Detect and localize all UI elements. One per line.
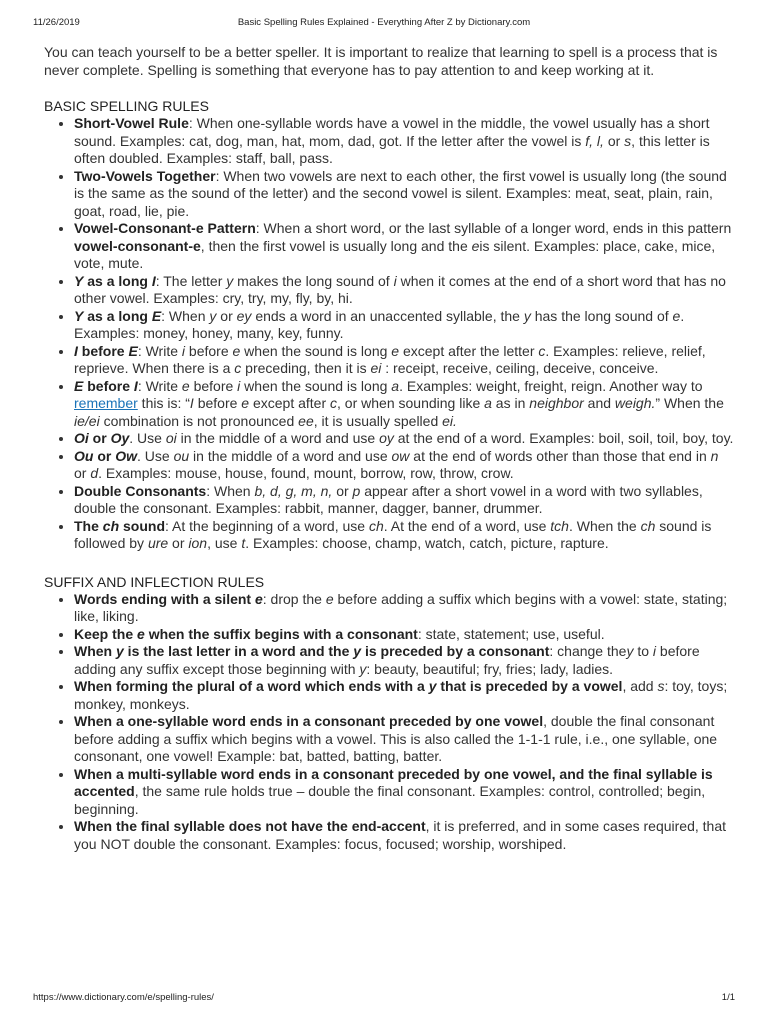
rule-list-item: • Keep the e when the suffix begins with a consonant: state, statement; use, useful. (74, 626, 734, 644)
emphasis-text: s (624, 132, 632, 149)
rule-term-italic: y (116, 643, 124, 659)
rule-term-italic: E (151, 307, 162, 324)
rule-term-italic: I (133, 377, 138, 394)
emphasis-text: i (652, 643, 657, 659)
emphasis-text: s (657, 678, 665, 694)
emphasis-text: ch (368, 517, 384, 534)
rule-list-item: • When the final syllable does not have the end-accent, it is preferred, and in some cases required, that you NOT double the consonant. Examples: focus, focused; worship, worshiped. (74, 818, 734, 853)
rule-term: that is preceded by a vowel (436, 678, 623, 694)
article-body (44, 43, 734, 853)
rule-list-item: • Oi or Oy. Use oi in the middle of a word and use oy at the end of a word. Examples: boil, soil, toil, boy, toy. (74, 430, 734, 448)
emphasis-text: e (672, 307, 681, 324)
emphasis-text: e (391, 342, 400, 359)
rule-term: Two-Vowels Together (74, 167, 216, 184)
emphasis-text: ou (173, 447, 190, 464)
emphasis-text: e (241, 395, 250, 411)
rule-term-italic: ch (102, 517, 120, 534)
emphasis-text: weigh. (614, 395, 656, 411)
rule-term-italic: I (151, 272, 156, 289)
rule-term-italic: y (428, 678, 437, 694)
emphasis-text: y (359, 660, 367, 677)
rule-term: is preceded by a consonant (361, 643, 550, 659)
rule-term: or (93, 447, 116, 464)
rule-term: When the final syllable does not have the end-accent (74, 818, 426, 834)
emphasis-text: neighbor (529, 395, 584, 411)
rule-list-item: • Double Consonants: When b, d, g, m, n, or p appear after a short vowel in a word with two syllables, double the consonant. Examples: rabbit, manner, dagger, banner, drummer. (74, 483, 734, 518)
emphasis-text: ch (640, 517, 656, 534)
emphasis-text: a (391, 377, 400, 394)
rule-list-item: • Two-Vowels Together: When two vowels are next to each other, the first vowel is usually long (the sound is the same as the sound of the letter) and the second vowel is silent. Examples: meat, seat, plain, rain, goat, road, lie, pie. (74, 168, 734, 221)
emphasis-text: ei. (442, 412, 457, 429)
rule-term: is the last letter in a word and the (123, 643, 354, 659)
rule-term-italic: Ou (74, 447, 94, 464)
emphasis-text: f, l, (585, 132, 604, 149)
print-header-title: Basic Spelling Rules Explained - Everything After Z by Dictionary.com (237, 17, 531, 28)
emphasis-text: a (484, 395, 492, 411)
rule-list-item: • When y is the last letter in a word and the y is preceded by a consonant: change they to i before adding any suffix except those beginning with y: beauty, beautiful; fry, fries; lady, ladies. (74, 643, 734, 678)
rule-term-italic: E (74, 377, 84, 394)
print-footer-page-number: 1/1 (721, 992, 735, 1003)
emphasis-text: c (330, 395, 338, 411)
rule-list-item: • When a multi-syllable word ends in a consonant preceded by one vowel, and the final syllable is accented, the same rule holds true – double the final consonant. Examples: control, controlled; begin, beginning. (74, 766, 734, 819)
emphasis-text: ow (391, 447, 410, 464)
rule-term: When (74, 643, 116, 659)
emphasis-text: d (90, 465, 99, 481)
rule-list-item: • Ou or Ow. Use ou in the middle of a word and use ow at the end of words other than those that end in n or d. Examples: mouse, house, found, mount, borrow, row, throw, crow. (74, 448, 734, 483)
rule-term-italic: Y (74, 272, 84, 289)
emphasis-text: i (237, 377, 241, 394)
rule-list-item: • Y as a long I: The letter y makes the long sound of i when it comes at the end of a short word that has no other vowel. Examples: cry, try, my, fly, by, hi. (74, 273, 734, 308)
rule-list-item: • Short-Vowel Rule: When one-syllable words have a vowel in the middle, the vowel usually has a short sound. Examples: cat, dog, man, hat, mom, dad, got. If the letter after the vowel is f, l, or s, this letter is often doubled. Examples: staff, ball, pass. (74, 115, 734, 168)
print-header-date: 11/26/2019 (33, 17, 80, 28)
rule-term: when the suffix begins with a consonant (144, 625, 418, 642)
rule-list-item: • Y as a long E: When y or ey ends a word in an unaccented syllable, the y has the long sound of e. Examples: money, honey, many, key, funny. (74, 308, 734, 343)
rule-term: Short-Vowel Rule (74, 115, 189, 131)
emphasis-text: e (471, 237, 480, 254)
rule-term: Vowel-Consonant-e Pattern (74, 220, 256, 236)
emphasis-text: y (626, 643, 634, 659)
rule-term: or (88, 430, 111, 446)
emphasis-text: tch (550, 517, 569, 534)
rule-list-item: • Vowel-Consonant-e Pattern: When a short word, or the last syllable of a longer word, ends in this pattern vowel-consonant-e, then the first vowel is usually long and the eis silent. Examples: place, cake, mice, vote, mute. (74, 220, 734, 273)
rule-list-item: • When a one-syllable word ends in a consonant preceded by one vowel, double the final consonant before adding a suffix which begins with a vowel. This is also called the 1-1-1 rule, i.e., one syllable, one consonant, one vowel! Example: bat, batted, batting, batter. (74, 713, 734, 766)
basic-rules-list (44, 115, 734, 553)
remember-link[interactable]: remember (74, 395, 138, 411)
rule-list-item: • E before I: Write e before i when the sound is long a. Examples: weight, freight, reign. Another way to remember this is: “I before e except after c, or when sounding like a as in neighbor and weigh.” When the ie/ei combination is not pronounced ee, it is usually spelled ei. (74, 378, 734, 431)
rule-term: vowel-consonant-e (74, 237, 201, 254)
emphasis-text: p (352, 482, 361, 499)
rule-term-italic: y (353, 643, 362, 659)
emphasis-text: i (181, 342, 186, 359)
rule-list-item: • When forming the plural of a word which ends with a y that is preceded by a vowel, add s: toy, toys; monkey, monkeys. (74, 678, 734, 713)
rule-term: before (83, 377, 134, 394)
emphasis-text: y (209, 307, 217, 324)
emphasis-text: oy (379, 430, 394, 446)
emphasis-text: i (393, 272, 397, 289)
emphasis-text: t (241, 535, 246, 551)
rule-term: When a multi-syllable word ends in a consonant preceded by one vowel, and the final syllable is accented (74, 765, 713, 799)
rule-term-italic: Ow (115, 447, 138, 464)
section-heading-suffix-inflection-rules: SUFFIX AND INFLECTION RULES (44, 573, 265, 590)
emphasis-text: ion (188, 535, 208, 551)
rule-term-italic: E (128, 342, 138, 359)
rule-term: When forming the plural of a word which ends with a (74, 678, 429, 694)
section-heading-basic-spelling-rules: BASIC SPELLING RULES (44, 98, 209, 114)
emphasis-text: y (523, 307, 531, 324)
emphasis-text: ei (370, 360, 382, 376)
rule-list-item: • The ch sound: At the beginning of a word, use ch. At the end of a word, use tch. When the ch sound is followed by ure or ion, use t. Examples: choose, champ, watch, catch, picture, rapture. (74, 518, 734, 553)
rule-term-italic: e (254, 590, 263, 607)
emphasis-text: e (232, 342, 241, 359)
emphasis-text: oi (165, 430, 177, 446)
rule-term-italic: Oi (74, 430, 89, 446)
emphasis-text: ey (236, 307, 252, 324)
emphasis-text: ie/ei (74, 412, 100, 429)
emphasis-text: b, d, g, m, n, (254, 482, 333, 499)
rule-term: before (77, 342, 129, 359)
emphasis-text: I (189, 395, 194, 411)
rule-term-italic: Y (74, 307, 84, 324)
rule-term: The (74, 517, 103, 534)
rule-term: as a long (83, 272, 152, 289)
rule-term-italic: Oy (110, 430, 130, 446)
rule-term: sound (119, 517, 166, 534)
emphasis-text: e (325, 590, 334, 607)
intro-paragraph: You can teach yourself to be a better speller. It is important to realize that learning to spell is a process that is never complete. Spelling is something that everyone has to pay attention to and keep working at it. (44, 44, 718, 78)
rule-term: Words ending with a silent (74, 590, 255, 607)
emphasis-text: y (226, 272, 234, 289)
emphasis-text: c (538, 342, 546, 359)
rule-term-italic: e (137, 625, 145, 642)
rule-term: Keep the (74, 625, 138, 642)
rule-term: as a long (83, 307, 152, 324)
emphasis-text: ee (298, 412, 314, 429)
rule-list-item: • Words ending with a silent e: drop the e before adding a suffix which begins with a vowel: state, stating; like, liking. (74, 591, 734, 626)
emphasis-text: n (710, 447, 719, 464)
rule-term: When a one-syllable word ends in a consonant preceded by one vowel (74, 713, 544, 729)
emphasis-text: e (181, 377, 190, 394)
emphasis-text: ure (147, 535, 169, 551)
rule-term: Double Consonants (74, 482, 207, 499)
suffix-rules-list (44, 591, 734, 854)
rule-term-italic: I (74, 342, 78, 359)
print-footer-url: https://www.dictionary.com/e/spelling-rules/ (33, 992, 214, 1003)
emphasis-text: c (234, 360, 242, 376)
rule-list-item: • I before E: Write i before e when the sound is long e except after the letter c. Examples: relieve, relief, reprieve. When there is a c preceding, then it is ei : receipt, receive, ceiling, deceive, conceive. (74, 343, 734, 378)
